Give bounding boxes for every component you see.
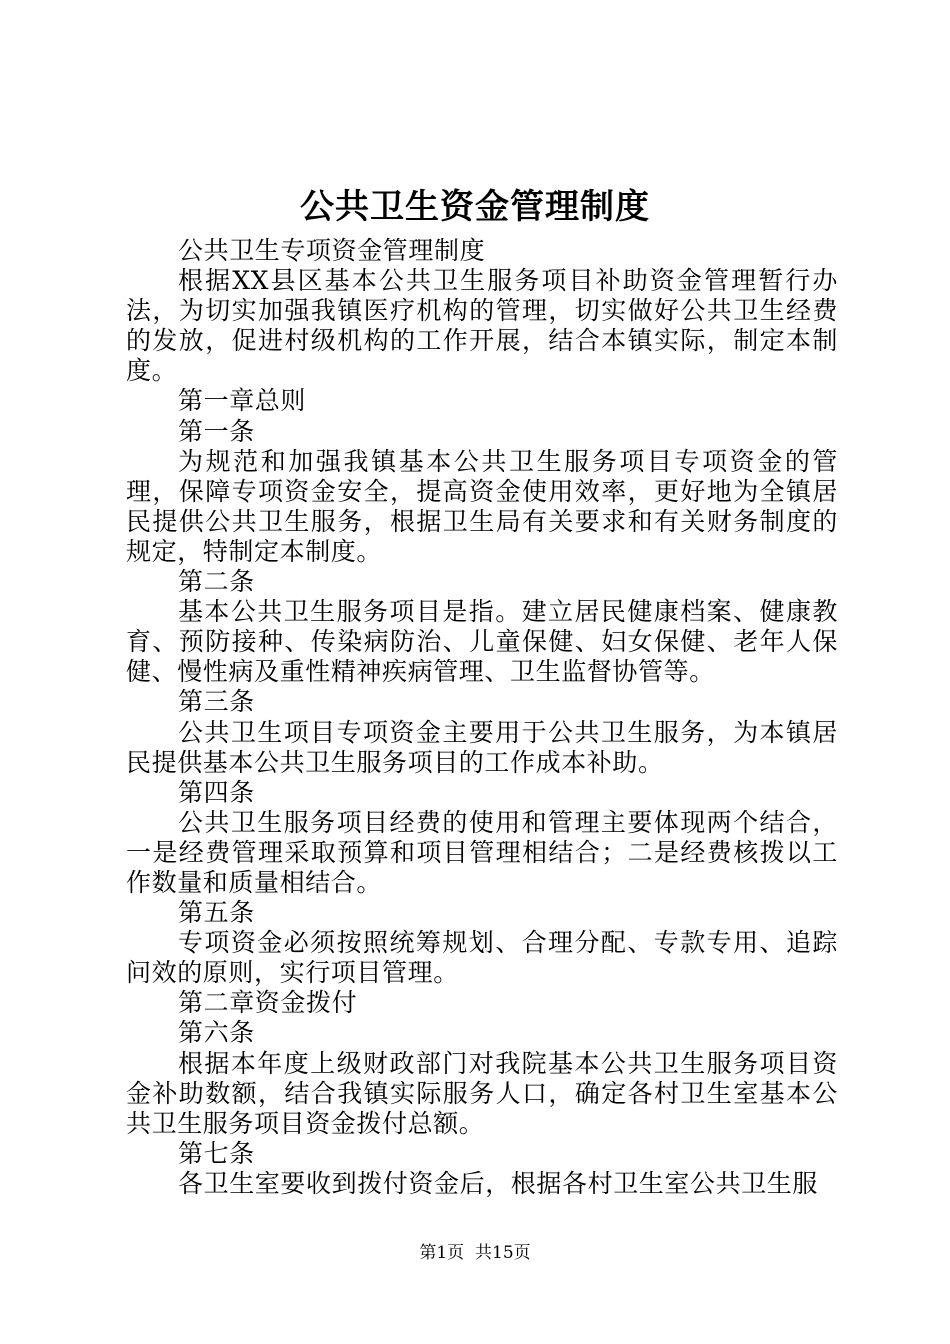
paragraph-intro: 根据XX县区基本公共卫生服务项目补助资金管理暂行办法，为切实加强我镇医疗机构的管理，切实做好公共卫生经费的发放，促进村级机构的工作开展，结合本镇实际，制定本制度。: [126, 266, 838, 386]
document-title: 公共卫生资金管理制度: [300, 187, 650, 227]
current-page-number: 第1页: [419, 1243, 465, 1263]
page-footer: [0, 1242, 950, 1264]
article-heading: 第七条: [178, 1138, 255, 1168]
document-body: [126, 236, 838, 1199]
article-text: 各卫生室要收到拨付资金后，根据各村卫生室公共卫生服: [178, 1168, 819, 1198]
paragraph-subtitle: 公共卫生专项资金管理制度: [178, 236, 486, 265]
chapter-heading: 第二章资金拨付: [178, 988, 358, 1018]
article-heading: 第二条: [178, 567, 255, 597]
article-text: 公共卫生服务项目经费的使用和管理主要体现两个结合，一是经费管理采取预算和项目管理相结合；二是经费核拨以工作数量和质量相结合。: [126, 807, 838, 897]
article-heading: 第五条: [178, 898, 255, 928]
article-text: 根据本年度上级财政部门对我院基本公共卫生服务项目资金补助数额，结合我镇实际服务人口，确定各村卫生室基本公共卫生服务项目资金拨付总额。: [126, 1048, 838, 1138]
article-heading: 第三条: [178, 687, 255, 717]
article-heading: 第四条: [178, 777, 255, 807]
article-heading: 第一条: [178, 416, 255, 446]
article-text: 专项资金必须按照统筹规划、合理分配、专款专用、追踪问效的原则，实行项目管理。: [126, 928, 838, 988]
article-text: 基本公共卫生服务项目是指。建立居民健康档案、健康教育、预防接种、传染病防治、儿童保健、妇女保健、老年人保健、慢性病及重性精神疾病管理、卫生监督协管等。: [126, 597, 838, 687]
chapter-heading: 第一章总则: [178, 386, 307, 416]
article-text: 公共卫生项目专项资金主要用于公共卫生服务，为本镇居民提供基本公共卫生服务项目的工作成本补助。: [126, 717, 838, 777]
article-text: 为规范和加强我镇基本公共卫生服务项目专项资金的管理，保障专项资金安全，提高资金使用效率，更好地为全镇居民提供公共卫生服务，根据卫生局有关要求和有关财务制度的规定，特制定本制度。: [126, 446, 838, 566]
total-pages: 共15页: [475, 1243, 531, 1263]
article-heading: 第六条: [178, 1018, 255, 1048]
